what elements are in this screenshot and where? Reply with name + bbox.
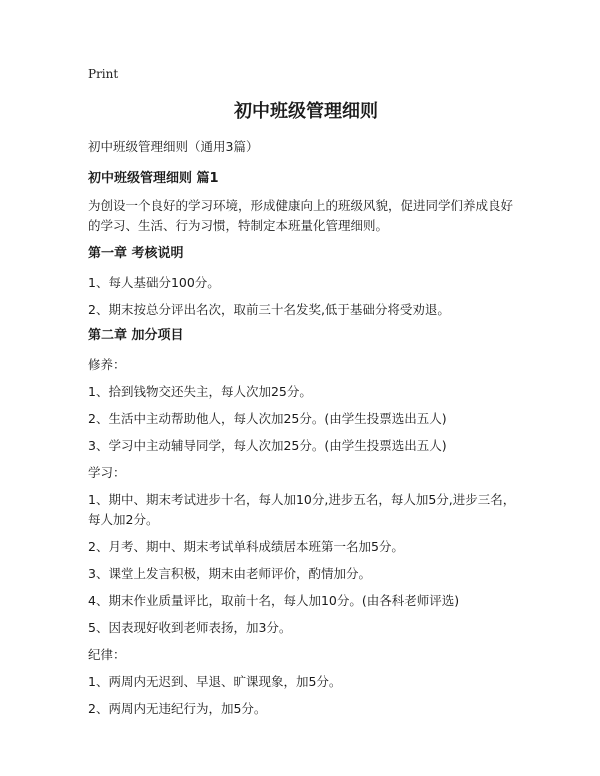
cultivation-item: 1、拾到钱物交还失主，每人次加25分。 [88, 384, 312, 399]
chapter1-item: 2、期末按总分评出名次，取前三十名发奖,低于基础分将受劝退。 [88, 302, 450, 317]
group-label-discipline: 纪律： [88, 647, 126, 662]
study-item: 2、月考、期中、期末考试单科成绩居本班第一名加5分。 [88, 539, 404, 554]
group-label-cultivation: 修养： [88, 357, 126, 372]
chapter1-item: 1、每人基础分100分。 [88, 275, 220, 290]
discipline-item: 1、两周内无迟到、早退、旷课现象，加5分。 [88, 674, 342, 689]
chapter1-heading: 第一章 考核说明 [88, 246, 184, 261]
discipline-item: 2、两周内无违纪行为，加5分。 [88, 701, 267, 716]
study-item: 3、课堂上发言积极，期末由老师评价，酌情加分。 [88, 566, 371, 581]
chapter2-heading: 第二章 加分项目 [88, 328, 184, 343]
cultivation-item: 2、生活中主动帮助他人，每人次加25分。(由学生投票选出五人) [88, 411, 447, 426]
group-label-study: 学习： [88, 465, 126, 480]
document-page [88, 66, 524, 726]
study-item: 5、因表现好收到老师表扬，加3分。 [88, 620, 292, 635]
cultivation-item: 3、学习中主动辅导同学，每人次加25分。(由学生投票选出五人) [88, 438, 447, 453]
study-item: 4、期末作业质量评比，取前十名，每人加10分。(由各科老师评选) [88, 593, 460, 608]
print-label[interactable]: Print [88, 67, 119, 81]
section-heading: 初中班级管理细则 篇1 [88, 171, 219, 186]
intro-paragraph: 为创设一个良好的学习环境，形成健康向上的班级风貌，促进同学们养成良好的学习、生活、行为习惯，特制定本班量化管理细则。 [88, 198, 514, 233]
document-title: 初中班级管理细则 [234, 101, 378, 122]
study-item: 1、期中、期末考试进步十名，每人加10分,进步五名，每人加5分,进步三名，每人加2分。 [88, 492, 516, 527]
document-subtitle: 初中班级管理细则（通用3篇） [88, 139, 259, 154]
